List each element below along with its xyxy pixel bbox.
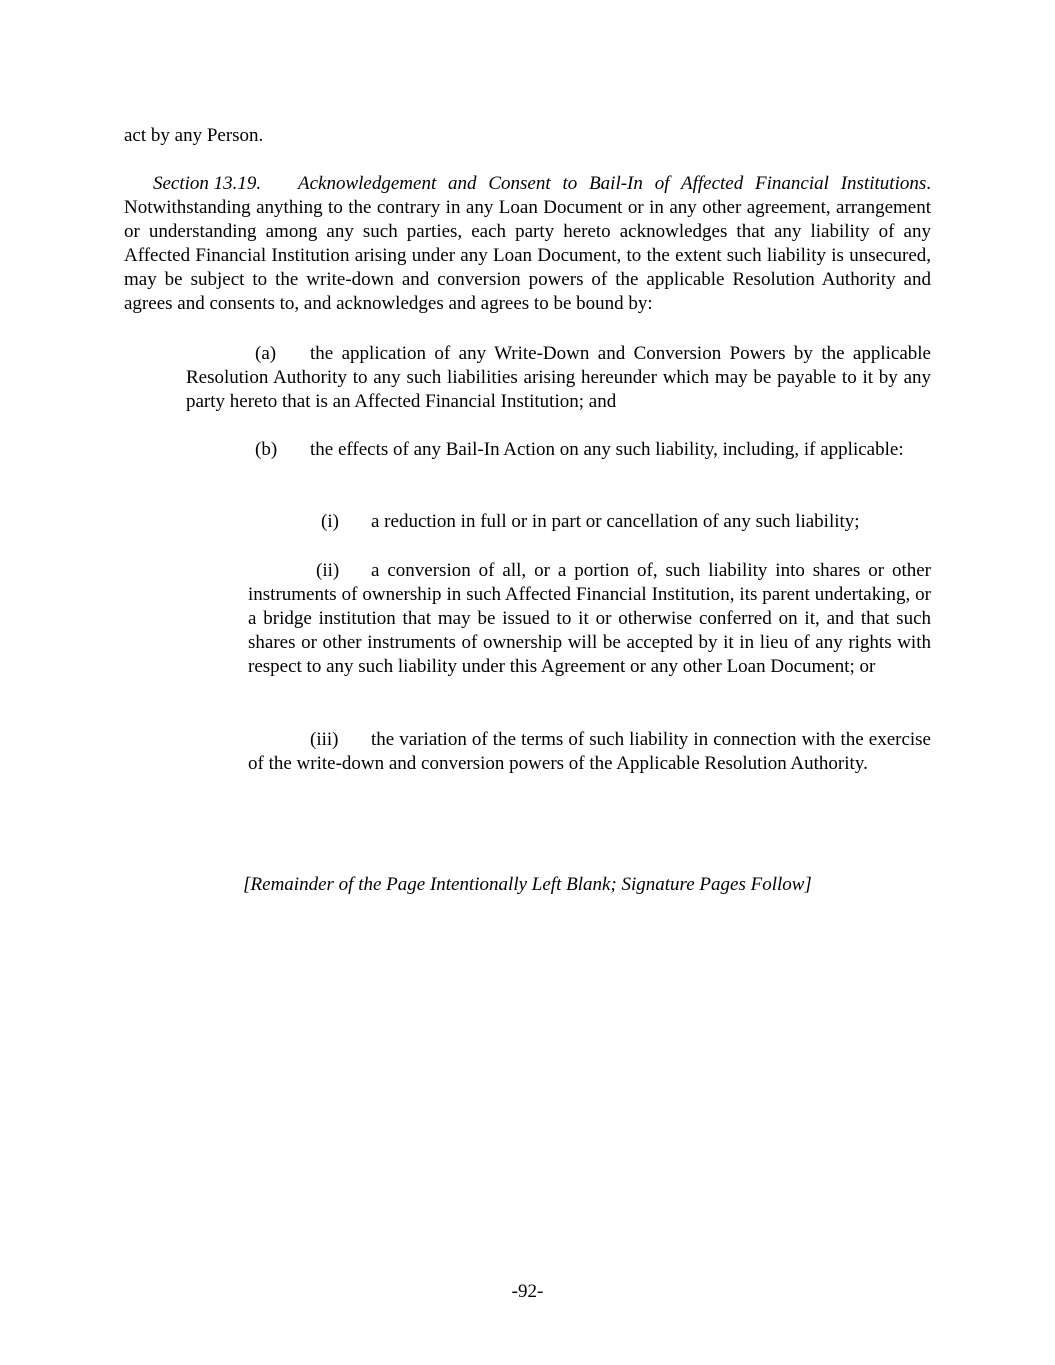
- clause-text: the application of any Write-Down and Conversion Powers by the applicable Resolution Authority to any such liabilities arising hereunder which may be payable to it by any party hereto that is an Affected Financial Institution; and: [186, 343, 931, 412]
- subclause-label: (i): [321, 511, 339, 532]
- subclause-iii: [248, 728, 931, 776]
- section-number: Section 13.19.: [153, 173, 262, 194]
- subclause-text: the variation of the terms of such liability in connection with the exercise of the write-down and conversion powers of the Applicable Resolution Authority.: [248, 729, 931, 774]
- section-title-punctuation: .: [926, 173, 931, 194]
- subclause-text: a reduction in full or in part or cancellation of any such liability;: [371, 511, 860, 532]
- page-number: -92-: [511, 1281, 544, 1302]
- remainder-note: [Remainder of the Page Intentionally Left Blank; Signature Pages Follow]: [243, 874, 812, 895]
- subclause-label: (iii): [310, 729, 339, 750]
- subclause-text: a conversion of all, or a portion of, such liability into shares or other instruments of ownership in such Affected Financial Institution, its parent undertaking, or a bridge institution that may be issued to it or otherwise conferred on it, and that such shares or other instruments of ownership will be accepted by it in lieu of any rights with respect to any such liability under this Agreement or any other Loan Document; or: [248, 560, 931, 677]
- subclause-label: (ii): [316, 560, 340, 581]
- section-13-19: [124, 172, 931, 316]
- clause-a: [186, 342, 931, 414]
- subclause-i: [248, 510, 931, 534]
- subclause-ii: [248, 559, 931, 679]
- clause-text: the effects of any Bail-In Action on any such liability, including, if applicable:: [310, 439, 904, 460]
- clause-label: (a): [255, 343, 277, 364]
- section-title: Acknowledgement and Consent to Bail-In of Affected Financial Institutions: [298, 173, 927, 194]
- continuation-line: act by any Person.: [124, 125, 264, 146]
- section-body: Notwithstanding anything to the contrary in any Loan Document or in any other agreement, arrangement or understanding among any such parties, each party hereto acknowledges that any liability of any Affected Financial Institution arising under any Loan Document, to the extent such liability is unsecured, may be subject to the write-down and conversion powers of the applicable Resolution Authority and agrees and consents to, and acknowledges and agrees to be bound by:: [124, 197, 931, 314]
- clause-b: [186, 438, 931, 462]
- clause-label: (b): [255, 439, 278, 460]
